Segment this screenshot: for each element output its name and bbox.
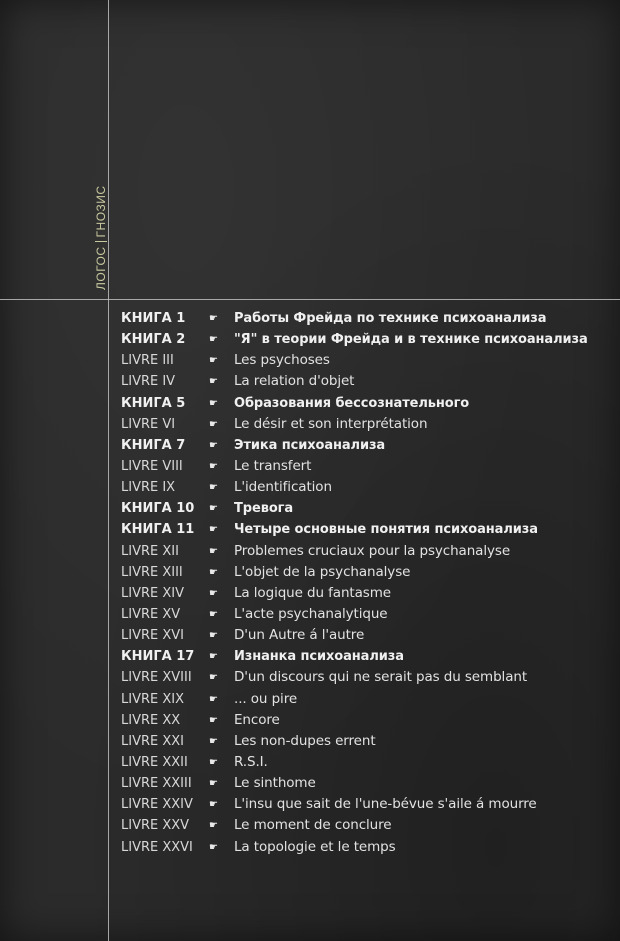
pointing-hand-icon: ☛ — [209, 841, 218, 853]
book-number: КНИГА 5 — [121, 395, 186, 411]
book-number: LIVRE VI — [121, 416, 176, 432]
book-number: КНИГА 2 — [121, 332, 186, 348]
book-title: L'objet de la psychanalyse — [234, 563, 411, 580]
book-number: LIVRE XV — [121, 606, 181, 622]
list-item — [121, 562, 591, 583]
book-title: La relation d'objet — [234, 373, 355, 390]
book-number: LIVRE XIV — [121, 585, 184, 601]
pointing-hand-icon: ☛ — [209, 418, 218, 430]
pointing-hand-icon: ☛ — [209, 397, 218, 409]
list-item — [121, 498, 591, 519]
pointing-hand-icon: ☛ — [209, 376, 218, 388]
pointing-hand-icon: ☛ — [209, 756, 218, 768]
book-title: L'identification — [234, 479, 332, 496]
book-title: Encore — [234, 711, 280, 728]
series-label-part1: ЛОГОС — [94, 246, 108, 290]
list-item — [121, 773, 591, 794]
series-label-part2: ГНОЗИС — [94, 185, 108, 238]
book-number: LIVRE VIII — [121, 458, 183, 474]
book-number: LIVRE III — [121, 353, 174, 369]
pointing-hand-icon: ☛ — [209, 482, 218, 494]
pointing-hand-icon: ☛ — [209, 334, 218, 346]
pointing-hand-icon: ☛ — [209, 524, 218, 536]
list-item — [121, 371, 591, 392]
list-item — [121, 435, 591, 456]
list-item — [121, 414, 591, 435]
pointing-hand-icon: ☛ — [209, 735, 218, 747]
list-item — [121, 667, 591, 688]
series-label — [94, 185, 108, 290]
pointing-hand-icon: ☛ — [209, 313, 218, 324]
book-number: КНИГА 11 — [121, 522, 195, 538]
book-number: LIVRE XX — [121, 712, 181, 728]
book-title: L'insu que sait de l'une-bévue s'aile á mourre — [234, 796, 537, 813]
pointing-hand-icon: ☛ — [209, 799, 218, 811]
pointing-hand-icon: ☛ — [209, 566, 218, 578]
list-item — [121, 350, 591, 371]
list-item — [121, 541, 591, 562]
book-number: LIVRE XXIII — [121, 776, 192, 792]
book-number: LIVRE XIII — [121, 564, 183, 580]
pointing-hand-icon: ☛ — [209, 693, 218, 705]
book-title: Les psychoses — [234, 352, 330, 369]
book-title: Le transfert — [234, 457, 312, 474]
book-title: D'un Autre á l'autre — [234, 627, 365, 644]
list-item — [121, 625, 591, 646]
series-label-separator — [95, 241, 107, 242]
book-number: LIVRE XII — [121, 543, 179, 559]
book-number: LIVRE IV — [121, 374, 176, 390]
book-title: Тревога — [234, 501, 294, 517]
book-number: КНИГА 10 — [121, 501, 195, 517]
book-number: КНИГА 17 — [121, 649, 195, 665]
list-item — [121, 329, 591, 350]
pointing-hand-icon: ☛ — [209, 778, 218, 790]
book-title: R.S.I. — [234, 753, 268, 770]
list-item — [121, 393, 591, 414]
pointing-hand-icon: ☛ — [209, 630, 218, 642]
list-item — [121, 689, 591, 710]
book-number: КНИГА 7 — [121, 437, 186, 453]
book-title: Образования бессознательного — [234, 395, 470, 411]
book-title: Les non-dupes errent — [234, 732, 376, 749]
list-item — [121, 519, 591, 540]
book-title: Изнанка психоанализа — [234, 649, 404, 665]
book-number: LIVRE XIX — [121, 691, 184, 707]
horizontal-rule — [0, 299, 620, 300]
book-title: La logique du fantasme — [234, 584, 391, 601]
book-title: ... ou pire — [234, 690, 298, 707]
book-number: LIVRE XVI — [121, 628, 184, 644]
pointing-hand-icon: ☛ — [209, 608, 218, 620]
book-title: D'un discours qui ne serait pas du semblant — [234, 669, 528, 686]
book-number: LIVRE XXII — [121, 754, 188, 770]
book-number: LIVRE IX — [121, 480, 176, 496]
book-title: Работы Фрейда по технике психоанализа — [234, 311, 547, 326]
pointing-hand-icon: ☛ — [209, 672, 218, 684]
list-item — [121, 646, 591, 667]
pointing-hand-icon: ☛ — [209, 545, 218, 557]
pointing-hand-icon: ☛ — [209, 651, 218, 663]
book-number: LIVRE XXV — [121, 818, 190, 834]
book-title: Le moment de conclure — [234, 817, 392, 834]
pointing-hand-icon: ☛ — [209, 355, 218, 367]
book-number: LIVRE XXI — [121, 733, 184, 749]
book-title: Le sinthome — [234, 775, 316, 792]
list-item — [121, 794, 591, 815]
book-title: L'acte psychanalytique — [234, 605, 388, 622]
list-item — [121, 731, 591, 752]
list-item — [121, 837, 591, 858]
list-item — [121, 477, 591, 498]
pointing-hand-icon: ☛ — [209, 460, 218, 472]
list-item — [121, 752, 591, 773]
list-item — [121, 583, 591, 604]
list-item — [121, 710, 591, 731]
pointing-hand-icon: ☛ — [209, 587, 218, 599]
book-title: "Я" в теории Фрейда и в технике психоанализа — [234, 332, 588, 348]
book-title: Problemes cruciaux pour la psychanalyse — [234, 542, 511, 559]
list-item — [121, 456, 591, 477]
book-title: Четыре основные понятия психоанализа — [234, 522, 538, 538]
book-title: Le désir et son interprétation — [234, 415, 428, 432]
vertical-rule — [108, 0, 109, 941]
book-number: LIVRE XXIV — [121, 797, 193, 813]
pointing-hand-icon: ☛ — [209, 503, 218, 515]
list-item — [121, 308, 591, 329]
pointing-hand-icon: ☛ — [209, 714, 218, 726]
book-number: LIVRE XVIII — [121, 670, 192, 686]
book-number: LIVRE XXVI — [121, 839, 193, 855]
list-item — [121, 604, 591, 625]
pointing-hand-icon: ☛ — [209, 820, 218, 832]
list-item — [121, 815, 591, 836]
pointing-hand-icon: ☛ — [209, 439, 218, 451]
book-title: Этика психоанализа — [234, 437, 386, 453]
book-title: La topologie et le temps — [234, 838, 396, 855]
book-number: КНИГА 1 — [121, 311, 186, 326]
seminar-list — [121, 308, 591, 858]
